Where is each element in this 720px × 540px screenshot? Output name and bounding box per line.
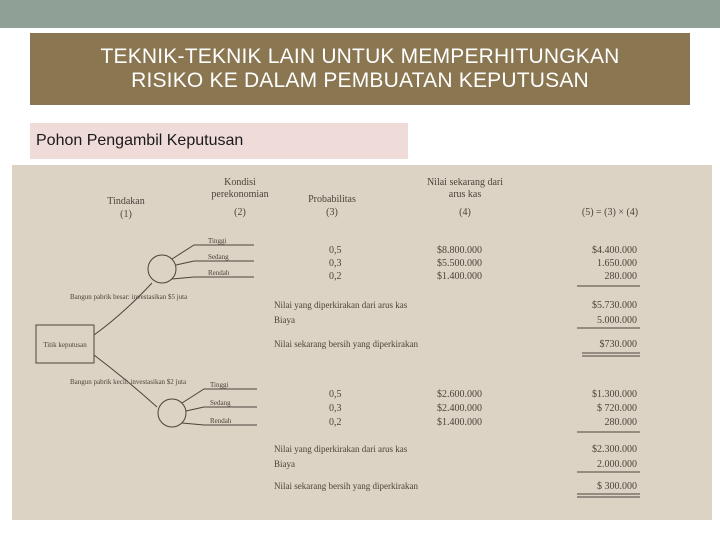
header-tindakan-num: (1): [120, 209, 132, 220]
b1-expected-value: $5.730.000: [592, 300, 637, 311]
b1-net-value: $730.000: [599, 339, 637, 350]
top-band: [0, 0, 720, 28]
header-arus-kas: arus kas: [448, 189, 482, 200]
b2-net-label: Nilai sekarang bersih yang diperkirakan: [274, 481, 418, 491]
title-line-2: RISIKO KE DALAM PEMBUATAN KEPUTUSAN: [131, 69, 589, 92]
header-perekonomian: perekonomian: [211, 189, 269, 200]
b1-pv-1: $8.800.000: [437, 245, 482, 256]
b2-prob-1: 0,5: [329, 389, 342, 400]
branch1-state-high: Tinggi: [208, 237, 227, 245]
branch1-state-low: Rendah: [208, 269, 230, 277]
b1-cost-label: Biaya: [274, 315, 295, 325]
chance-node-1: [148, 255, 176, 283]
action2-label: Bangun pabrik kecil: investasikan $2 juta: [70, 378, 187, 386]
action1-label: Bangun pabrik besar: investasikan $5 juta: [70, 293, 188, 301]
branch-line-1: [94, 283, 152, 335]
b1-product-1: $4.400.000: [592, 245, 637, 256]
header-kondisi-num: (2): [234, 207, 246, 218]
branch2-line-mid: [186, 407, 257, 411]
b1-expected-label: Nilai yang diperkirakan dari arus kas: [274, 300, 408, 310]
b2-pv-2: $2.400.000: [437, 403, 482, 414]
title-line-1: TEKNIK-TEKNIK LAIN UNTUK MEMPERHITUNGKAN: [100, 45, 620, 68]
b2-expected-value: $2.300.000: [592, 444, 637, 455]
header-probabilitas: Probabilitas: [308, 194, 356, 205]
branch2-state-high: Tinggi: [210, 381, 229, 389]
b2-product-2: $ 720.000: [597, 403, 637, 414]
b2-pv-3: $1.400.000: [437, 417, 482, 428]
header-tindakan: Tindakan: [107, 196, 145, 207]
b2-net-value: $ 300.000: [597, 481, 637, 492]
b2-prob-3: 0,2: [329, 417, 342, 428]
b2-cost-value: 2.000.000: [597, 459, 637, 470]
b1-net-label: Nilai sekarang bersih yang diperkirakan: [274, 339, 418, 349]
branch2-state-mid: Sedang: [210, 399, 231, 407]
b1-pv-3: $1.400.000: [437, 271, 482, 282]
b1-product-3: 280.000: [604, 271, 637, 282]
decision-tree-svg: [12, 165, 712, 520]
header-kondisi: Kondisi: [224, 177, 256, 188]
decision-tree-figure: [12, 165, 712, 520]
b1-prob-1: 0,5: [329, 245, 342, 256]
chance-node-2: [158, 399, 186, 427]
b1-prob-2: 0,3: [329, 258, 342, 269]
branch1-state-mid: Sedang: [208, 253, 229, 261]
slide-title: [30, 33, 690, 105]
b2-cost-label: Biaya: [274, 459, 295, 469]
b2-product-1: $1.300.000: [592, 389, 637, 400]
branch1-line-mid: [176, 261, 254, 265]
b1-pv-2: $5.500.000: [437, 258, 482, 269]
branch1-line-low: [172, 277, 254, 279]
b2-prob-2: 0,3: [329, 403, 342, 414]
b1-prob-3: 0,2: [329, 271, 342, 282]
b1-cost-value: 5.000.000: [597, 315, 637, 326]
header-nilai-sekarang: Nilai sekarang dari: [426, 177, 504, 188]
header-formula: (5) = (3) × (4): [581, 207, 639, 218]
branch2-state-low: Rendah: [210, 417, 232, 425]
b1-product-2: 1.650.000: [597, 258, 637, 269]
b2-pv-1: $2.600.000: [437, 389, 482, 400]
b2-expected-label: Nilai yang diperkirakan dari arus kas: [274, 444, 408, 454]
header-nilai-num: (4): [459, 207, 471, 218]
slide-subtitle: Pohon Pengambil Keputusan: [30, 123, 408, 159]
b2-product-3: 280.000: [604, 417, 637, 428]
header-probabilitas-num: (3): [326, 207, 338, 218]
decision-node-label: Titik keputusan: [43, 341, 87, 349]
